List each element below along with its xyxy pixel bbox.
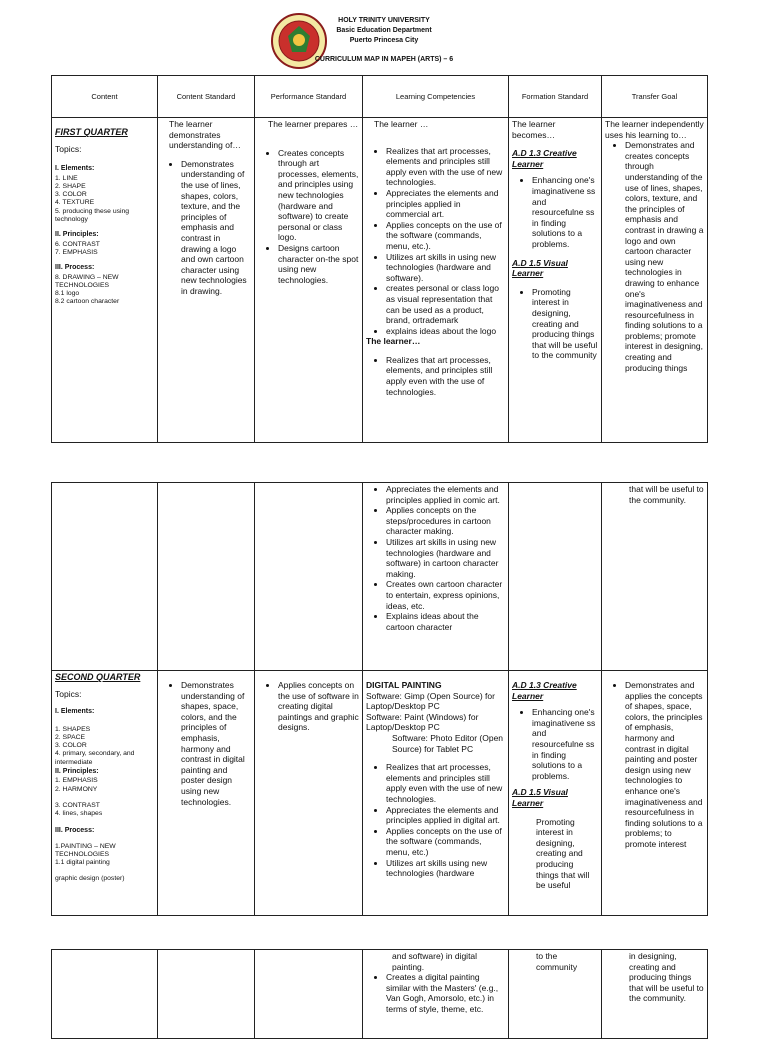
- q1b-transfer-goal-cell: [602, 483, 708, 671]
- q1-formation-ad1-item: • Enhancing one's imaginativene ss and resourcefulne ss in finding solutions to a problems.: [532, 175, 598, 249]
- q1-transfer-goal-cell: [602, 118, 708, 443]
- q2b-formation-text: to the community: [536, 951, 578, 972]
- q1-principles-label: II. Principles:: [55, 231, 99, 238]
- q2-principle: 1. EMPHASIS: [55, 777, 98, 785]
- q1-process: 8.1 logo: [55, 290, 80, 297]
- q2-element: 3. COLOR: [55, 742, 87, 750]
- q2-topics-label: Topics:: [55, 688, 82, 699]
- q1b-lc-item: • Utilizes art skills in using new technologies (hardware and software) in cartoon character making.: [386, 537, 505, 579]
- q2-lc-item: • Appreciates the elements and principles applied in digital art.: [386, 805, 505, 826]
- q1-element: 4. TEXTURE: [55, 199, 95, 207]
- q1b-content-cell: [52, 483, 158, 671]
- q1-performance-intro: The learner prepares …: [268, 119, 359, 129]
- q1-formation-ad2: A.D 1.5 Visual Learner: [512, 257, 568, 279]
- q1-elements-label: I. Elements:: [55, 165, 95, 173]
- q2b-content-cell: [52, 950, 158, 1039]
- q2-performance-standard-cell: [255, 671, 363, 916]
- q2-content-standard-item: • Demonstrates understanding of shapes, space, colors, and the principles of emphasis, harmony and contrast in digital painting and poster design using new technologies.: [181, 680, 251, 807]
- q1-quarter-title: FIRST QUARTER: [55, 127, 128, 137]
- q1-lc-intro-2: The learner…: [366, 336, 421, 347]
- q2-formation-ad2-text: Promoting interest in designing, creating and producing things that will be useful: [536, 816, 590, 891]
- city-name: Puerto Princesa City: [349, 37, 419, 44]
- q1-element: 3. COLOR: [55, 191, 87, 199]
- q1-lc-intro: The learner …: [374, 119, 429, 129]
- curriculum-table-second-quarter: [51, 482, 708, 916]
- q2-lc-heading: DIGITAL PAINTING: [366, 680, 442, 690]
- q1-element: 2. SHAPE: [55, 182, 86, 190]
- col-header-learning-competencies: Learning Competencies: [363, 76, 509, 118]
- col-header-content-standard: Content Standard: [158, 76, 255, 118]
- q2-element: 2. SPACE: [55, 733, 86, 741]
- q2-lc-software: Software: Paint (Windows) for Laptop/Desktop PC: [366, 711, 479, 733]
- q2-lc-item: • Applies concepts on the use of the software (commands, menu, etc.): [386, 826, 505, 858]
- q2-principle: 3. CONTRAST: [55, 801, 100, 809]
- q1-performance-item: • Designs cartoon character on-the spot using new technologies.: [278, 243, 359, 285]
- q2-elements-label: I. Elements:: [55, 708, 95, 716]
- q1-lc-item: • Realizes that art processes, elements and principles still apply even with the use of new technologies.: [386, 146, 505, 188]
- q2-process-label: III. Process:: [55, 827, 95, 835]
- curriculum-table-first-quarter: [51, 75, 708, 443]
- q1-element: 1. LINE: [55, 174, 78, 182]
- q2-formation-standard-cell: [509, 671, 602, 916]
- q2-element: 4. primary, secondary, and intermediate: [55, 750, 135, 766]
- q2b-transfer-goal-cell: [602, 950, 708, 1039]
- q1-performance-item: • Creates concepts through art processes, elements, and principles using new technologies (hardware and software) to create personal or class logo.: [278, 148, 359, 243]
- q2b-lc-continuation: and software) in digital painting.: [392, 951, 478, 972]
- q1b-formation-cell: [509, 483, 602, 671]
- q1-lc-item: • explains ideas about the logo: [386, 326, 505, 337]
- q2-learning-competencies-cell: [363, 671, 509, 916]
- q2-performance-item: • Applies concepts on the use of software in creating digital paintings and graphic designs.: [278, 680, 359, 733]
- q2-content-cell: [52, 671, 158, 916]
- q2-transfer-goal-cell: [602, 671, 708, 916]
- q1-formation-intro: The learner becomes…: [512, 119, 556, 140]
- q2-element: 1. SHAPES: [55, 725, 91, 733]
- q1-process: 8.2 cartoon character: [55, 298, 120, 306]
- q1-lc-item: • Applies concepts on the use of the software (commands, menu, etc.).: [386, 220, 505, 252]
- q2-transfer-item: • Demonstrates and applies the concepts of shapes, space, colors, the principles of emphasis, harmony and contrast in digital painting and poster design using new technologies to enhance one's imaginativeness and resourcefulness in finding solutions to a problems; to promote interest: [625, 680, 704, 850]
- q2-lc-software: Software: Photo Editor (Open Source) for Tablet PC: [392, 732, 504, 754]
- q2b-lc-item: • Creates a digital painting similar with the Masters' (e.g., Van Gogh, Amorsolo, etc.) in terms of style, theme, etc.: [386, 972, 505, 1014]
- curriculum-table-continuation: [51, 949, 708, 1039]
- q1b-lc-item: • Creates own cartoon character to entertain, express opinions, ideas, etc.: [386, 579, 505, 611]
- q1-lc-item: • creates personal or class logo as visual representation that can be used as a product, brand, ortrademark: [386, 283, 505, 325]
- col-header-transfer-goal: Transfer Goal: [602, 76, 708, 118]
- q1-performance-standard-cell: [255, 118, 363, 443]
- col-header-formation-standard: Formation Standard: [509, 76, 602, 118]
- q1-content-standard-cell: [158, 118, 255, 443]
- q2-content-standard-cell: [158, 671, 255, 916]
- q2-formation-ad1-item: • Enhancing one's imaginativene ss and resourcefulne ss in finding solutions to a problems.: [532, 707, 598, 781]
- q1b-lc-item: • Explains ideas about the cartoon character: [386, 611, 505, 632]
- q1-lc-item: • Utilizes art skills in using new technologies (hardware and software).: [386, 252, 505, 284]
- q2-principles-label: II. Principles:: [55, 767, 99, 775]
- q1-process-label: III. Process:: [55, 264, 95, 271]
- q1-learning-competencies-cell: [363, 118, 509, 443]
- q2b-transfer-text: in designing, creating and producing things that will be useful to the community.: [629, 951, 704, 1004]
- q1-element: 5. producing these using technology: [55, 207, 130, 223]
- q1b-learning-competencies-cell: [363, 483, 509, 671]
- q2-principle: 2. HARMONY: [55, 785, 98, 793]
- q1-process: 8. DRAWING – NEW TECHNOLOGIES: [55, 273, 119, 289]
- q2-formation-ad1: A.D 1.3 Creative Learner: [512, 680, 577, 701]
- q1-content-cell: [52, 118, 158, 443]
- q1-topics-label: Topics:: [55, 143, 82, 154]
- q1-content-standard-intro: The learner demonstrates understanding of…: [169, 119, 241, 151]
- q2b-performance-cell: [255, 950, 363, 1039]
- q2b-learning-competencies-cell: [363, 950, 509, 1039]
- department-name: Basic Education Department: [336, 27, 432, 34]
- q1-content-standard-item: • Demonstrates understanding of the use of lines, shapes, colors, texture, and the principles of emphasis and contrast in drawing a logo and own cartoon character using new technologies in drawing.: [181, 159, 251, 297]
- q1-lc2-item: • Realizes that art processes, elements, and principles still apply even with the use of technologies.: [386, 355, 505, 397]
- q1b-content-standard-cell: [158, 483, 255, 671]
- q1b-performance-cell: [255, 483, 363, 671]
- q2-quarter-title: SECOND QUARTER: [55, 672, 141, 682]
- q1-formation-standard-cell: [509, 118, 602, 443]
- q1-formation-ad2-item: • Promoting interest in designing, creating and producing things that will be useful to the community: [532, 287, 598, 361]
- col-header-performance-standard: Performance Standard: [255, 76, 363, 118]
- q2-lc-item: • Realizes that art processes, elements and principles still apply even with the use of new technologies.: [386, 762, 505, 804]
- curriculum-map-title: CURRICULUM MAP IN MAPEH (ARTS) – 6: [314, 56, 454, 63]
- q2-process: graphic design (poster): [55, 875, 125, 883]
- q2-lc-item: • Utilizes art skills using new technologies (hardware: [386, 858, 505, 879]
- q1b-lc-item: • Appreciates the elements and principles applied in comic art.: [386, 484, 505, 505]
- q2b-formation-cell: [509, 950, 602, 1039]
- q2-process: 1.PAINTING – NEW TECHNOLOGIES: [55, 842, 116, 858]
- q1b-transfer-text: that will be useful to the community.: [629, 484, 704, 505]
- q2-formation-ad2: A.D 1.5 Visual Learner: [512, 787, 568, 808]
- q1-transfer-intro: The learner independently uses his learning to…: [605, 119, 704, 140]
- q1b-lc-item: • Applies concepts on the steps/procedures in cartoon character making.: [386, 505, 505, 537]
- q1-principle: 6. CONTRAST: [55, 240, 100, 248]
- university-name: HOLY TRINITY UNIVERSITY: [338, 17, 430, 24]
- q1-lc-item: • Appreciates the elements and principles applied in commercial art.: [386, 188, 505, 220]
- q2b-content-standard-cell: [158, 950, 255, 1039]
- q2-lc-software: Software: Gimp (Open Source) for Laptop/Desktop PC: [366, 690, 495, 712]
- header-text: [300, 16, 468, 46]
- q2-process: 1.1 digital painting: [55, 859, 110, 867]
- q1-formation-ad1: A.D 1.3 Creative Learner: [512, 148, 577, 169]
- q1-transfer-item: • Demonstrates and creates concepts through understanding of the use of lines, shapes, colors, texture, and the principles of emphasis and contrast in drawing a logo and own cartoon character using new technologies in drawing to enhance one's imaginativeness and resourcefulness in finding solutions to a problems; promote interest in designing, creating and producing things: [625, 140, 704, 373]
- q2-principle: 4. lines, shapes: [55, 810, 103, 817]
- col-header-content: Content: [52, 76, 158, 118]
- q1-principle: 7. EMPHASIS: [55, 248, 98, 256]
